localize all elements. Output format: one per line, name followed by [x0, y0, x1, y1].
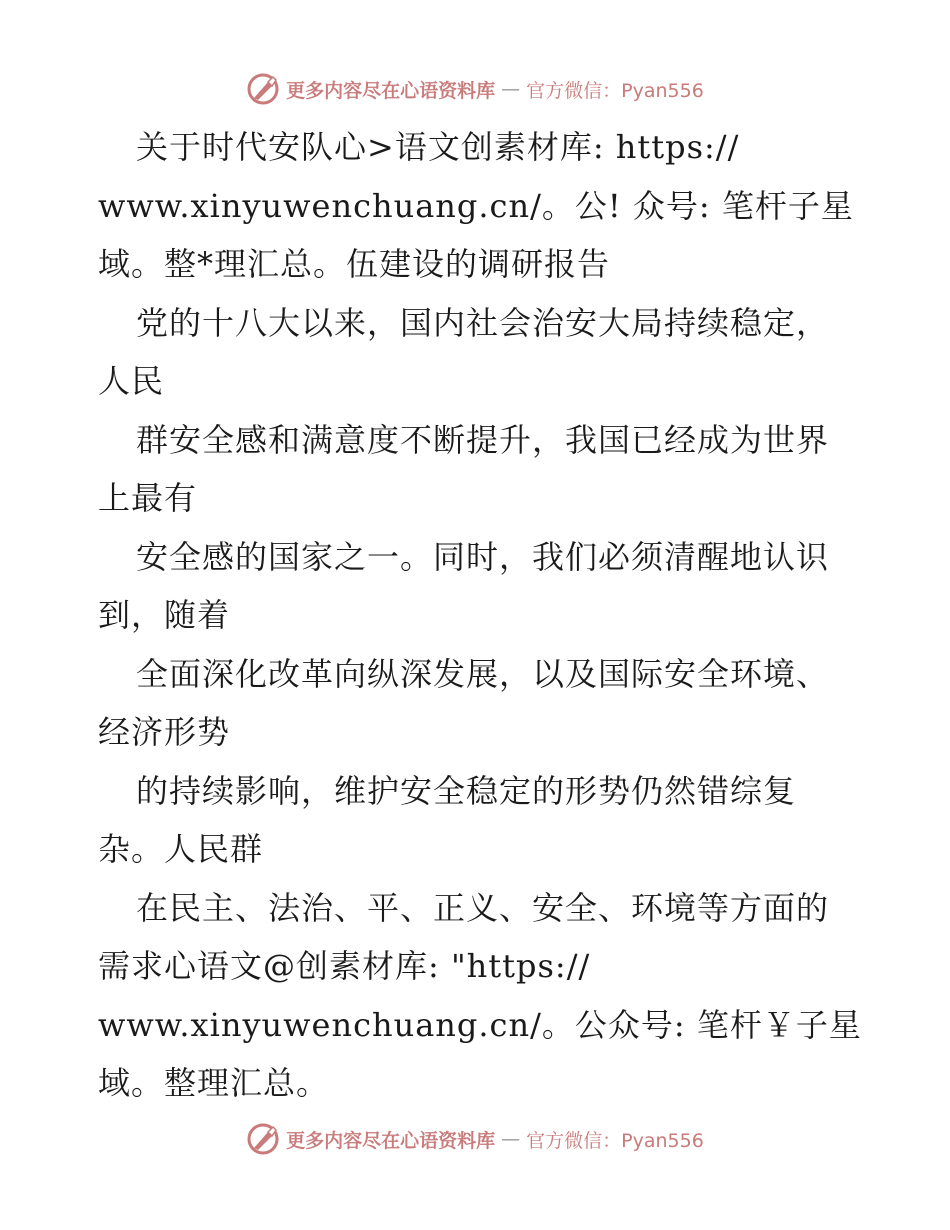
banner-title: 更多内容尽在心语资料库: [286, 1129, 496, 1152]
text-line: 需求心语文@创素材库: "https://: [98, 947, 591, 985]
text-line: www.xinyuwenchuang.cn/。公众号: 笔杆￥子星: [98, 1005, 862, 1044]
text-line: 杂。人民群: [98, 830, 264, 868]
text-line: www.xinyuwenchuang.cn/。公! 众号: 笔杆子星: [98, 186, 854, 225]
footer-banner: [0, 1122, 950, 1156]
text-line: 的持续影响，维护安全稳定的形势仍然错综复: [136, 771, 797, 810]
text-line: 党的十八大以来，国内社会治安大局持续稳定，: [136, 303, 830, 342]
header-banner: [0, 72, 950, 106]
pen-nib-logo-icon: [246, 1122, 280, 1156]
text-line: 到，随着: [98, 596, 231, 634]
text-line: 安全感的国家之一。同时，我们必须清醒地认识: [136, 537, 830, 576]
text-line: 人民: [98, 362, 165, 400]
banner-wechat: 官方微信：Pyan556: [526, 1129, 704, 1152]
text-line: 群安全感和满意度不断提升，我国已经成为世界: [136, 420, 830, 459]
banner-separator: —: [501, 78, 521, 100]
banner-title: 更多内容尽在心语资料库: [286, 79, 496, 102]
text-line: 经济形势: [98, 713, 231, 751]
text-line: 关于时代安队心>语文创素材库: https://: [136, 128, 740, 166]
text-line: 域。整*理汇总。伍建设的调研报告: [98, 245, 611, 283]
pen-nib-logo-icon: [246, 72, 280, 106]
text-line: 全面深化改革向纵深发展，以及国际安全环境、: [136, 654, 830, 693]
banner-separator: —: [501, 1128, 521, 1150]
text-line: 域。整理汇总。: [98, 1064, 330, 1102]
document-body: [98, 118, 888, 1113]
banner-wechat: 官方微信：Pyan556: [526, 79, 704, 102]
text-line: 在民主、法治、平、正义、安全、环境等方面的: [136, 888, 830, 927]
text-line: 上最有: [98, 479, 198, 517]
